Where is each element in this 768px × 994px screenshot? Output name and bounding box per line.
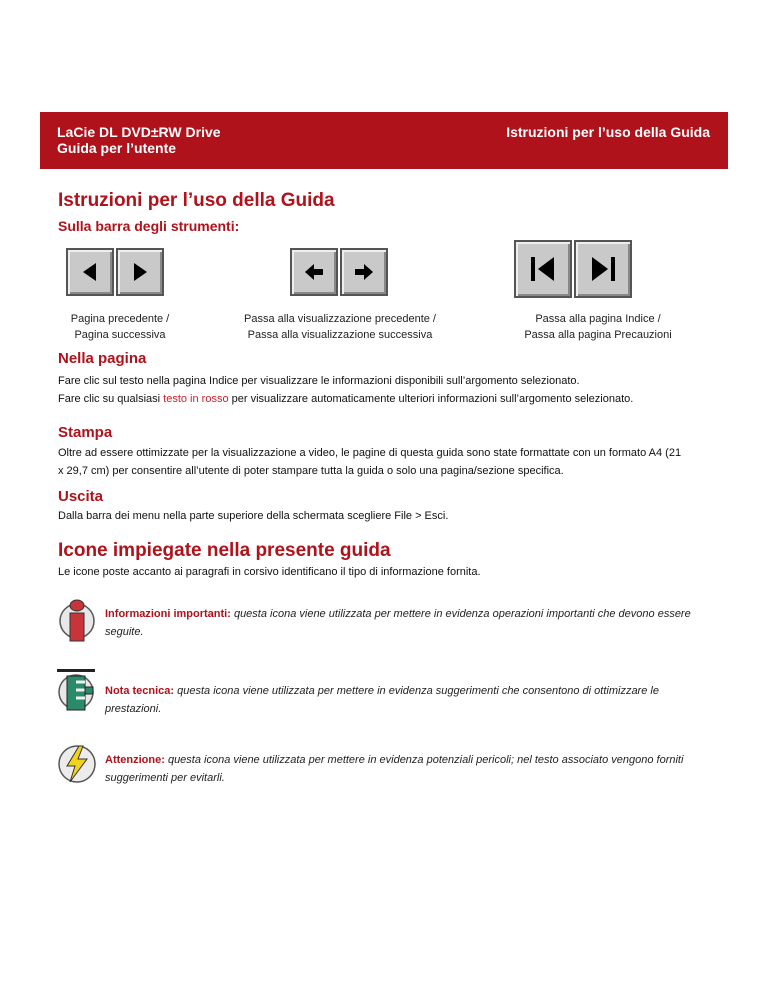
tech-note-icon [56, 668, 100, 712]
exit-heading: Uscita [58, 488, 104, 505]
header-banner [40, 112, 728, 169]
page-title: Istruzioni per l’uso della Guida [58, 190, 335, 211]
arrow-left-icon [302, 260, 326, 284]
caption-page-nav [40, 311, 200, 343]
caption-line: Passa alla visualizzazione successiva [247, 329, 433, 341]
section-title: Istruzioni per l’uso della Guida [506, 124, 710, 140]
text-span: per visualizzare automaticamente ulteriori informazioni sull’argomento selezionato. [228, 393, 634, 405]
next-view-button[interactable] [340, 248, 388, 296]
guide-name: Guida per l’utente [57, 140, 177, 156]
important-info-icon [57, 597, 97, 647]
print-text: Oltre ad essere ottimizzate per la visualizzazione a video, le pagine di questa guida sono state formattate con un formato A4 (21 x 29,7 cm) per consentire all’utente di poter stampare tutta la guida o solo una pagina/sezione specifica. [58, 447, 682, 477]
skip-first-icon [528, 254, 558, 284]
red-text-link[interactable]: testo in rosso [163, 393, 229, 405]
caption-line: Pagina precedente / [70, 313, 170, 325]
print-heading: Stampa [58, 424, 113, 441]
caption-line: Passa alla visualizzazione precedente / [243, 313, 436, 325]
warning-lightning-icon [57, 742, 97, 786]
previous-view-button[interactable] [290, 248, 338, 296]
caption-line: Passa alla pagina Precauzioni [524, 329, 672, 341]
note-warning [105, 751, 715, 787]
header-left [57, 124, 221, 156]
precautions-page-button[interactable] [574, 240, 632, 298]
triangle-left-icon [78, 260, 102, 284]
arrow-right-icon [352, 260, 376, 284]
note-important [105, 605, 715, 641]
page-section-text [58, 372, 698, 408]
caption-line: Passa alla pagina Indice / [535, 313, 661, 325]
note-tech [105, 682, 715, 718]
note-label: Informazioni importanti: [105, 608, 231, 620]
triangle-right-icon [128, 260, 152, 284]
index-nav-buttons [514, 240, 634, 298]
product-name: LaCie DL DVD±RW Drive [57, 124, 221, 140]
note-text: questa icona viene utilizzata per mettere in evidenza potenziali pericoli; nel testo associato vengono forniti suggerimenti per evitarli. [105, 754, 684, 784]
page-nav-buttons [66, 248, 166, 296]
page-section-heading: Nella pagina [58, 350, 147, 367]
icons-title: Icone impiegate nella presente guida [58, 540, 391, 561]
note-text: questa icona viene utilizzata per mettere in evidenza suggerimenti che consentono di ottimizzare le prestazioni. [105, 685, 659, 715]
next-page-button[interactable] [116, 248, 164, 296]
caption-view-nav [225, 311, 455, 343]
text-span: Fare clic su qualsiasi [58, 393, 164, 405]
previous-page-button[interactable] [66, 248, 114, 296]
page-text-line2 [58, 390, 698, 408]
note-text: questa icona viene utilizzata per mettere in evidenza operazioni importanti che devono essere seguite. [105, 608, 691, 638]
caption-line: Pagina successiva [74, 329, 166, 341]
skip-last-icon [588, 254, 618, 284]
toolbar-heading: Sulla barra degli strumenti: [58, 218, 240, 234]
index-page-button[interactable] [514, 240, 572, 298]
icons-intro: Le icone poste accanto ai paragrafi in corsivo identificano il tipo di informazione fornita. [58, 566, 481, 578]
note-label: Attenzione: [105, 754, 165, 766]
caption-index-nav [508, 311, 688, 343]
exit-text: Dalla barra dei menu nella parte superiore della schermata scegliere File > Esci. [58, 510, 449, 522]
note-label: Nota tecnica: [105, 685, 175, 697]
page-text-line1: Fare clic sul testo nella pagina Indice per visualizzare le informazioni disponibili sull’argomento selezionato. [58, 375, 580, 387]
view-nav-buttons [290, 248, 390, 296]
